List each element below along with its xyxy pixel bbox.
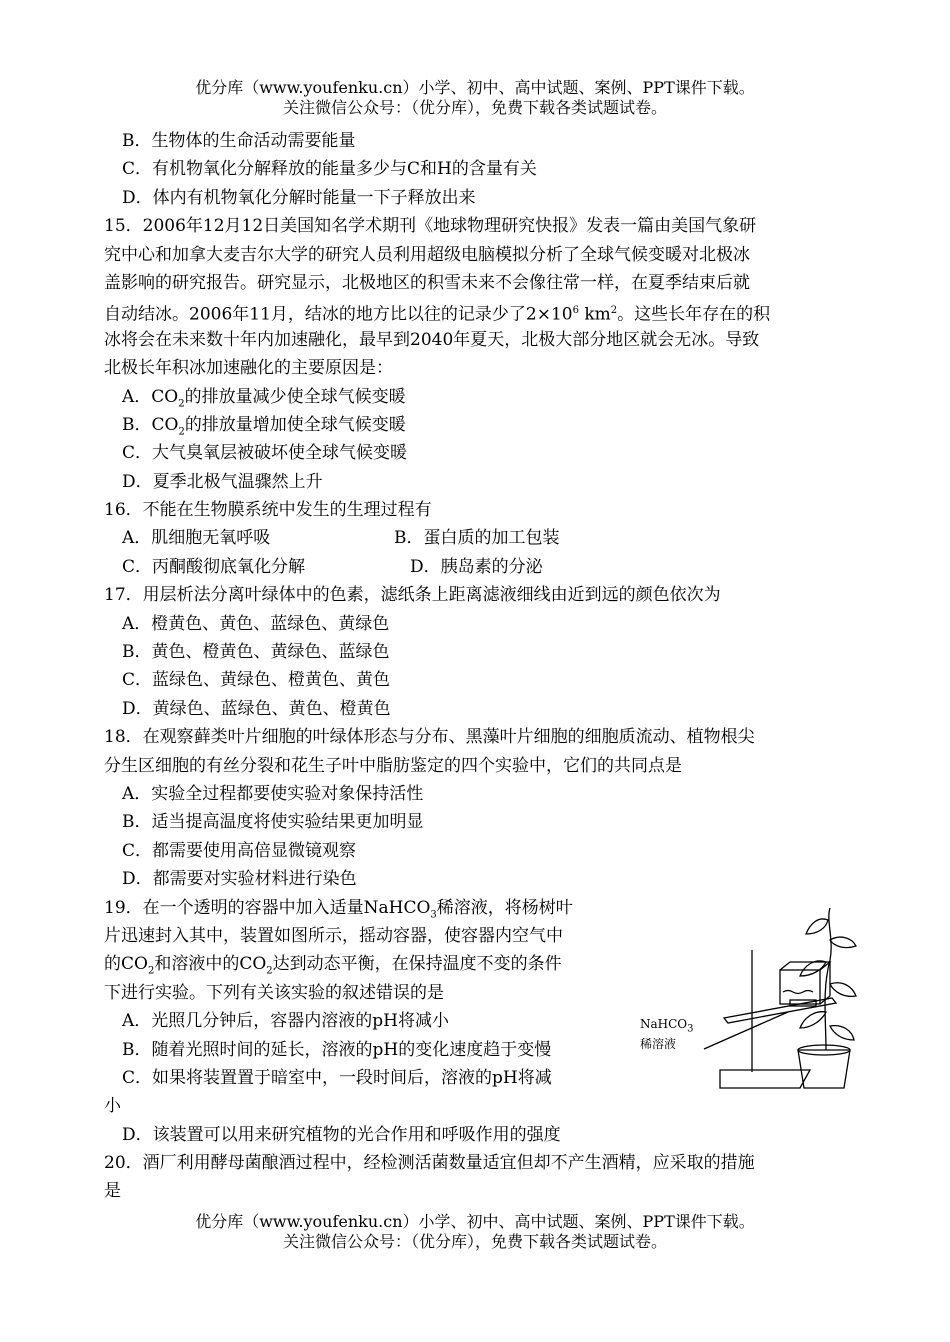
- q16-option-a: A．肌细胞无氧呼吸: [122, 528, 271, 549]
- q15-stem-line-1: 15．2006年12月12日美国知名学术期刊《地球物理研究快报》发表一篇由美国气象研: [104, 216, 757, 237]
- subscript: 2: [178, 426, 185, 438]
- q17-stem: 17．用层析法分离叶绿体中的色素，滤纸条上距离滤液细线由近到远的颜色依次为: [104, 585, 721, 606]
- subscript: 2: [178, 397, 185, 409]
- q17-option-a: A．橙黄色、黄色、蓝绿色、黄绿色: [122, 613, 390, 634]
- q19-text: 19．在一个透明的容器中加入适量NaHCO: [104, 897, 431, 918]
- option-text: A．CO: [122, 386, 179, 407]
- option-text: 的排放量增加使全球气候变暖: [184, 414, 406, 435]
- q15-stem-line-2: 究中心和加拿大麦吉尔大学的研究人员利用超级电脑模拟分析了全球气候变暖对北极冰: [104, 244, 750, 265]
- subscript: 3: [430, 908, 437, 920]
- q15-stem-line-4: [104, 297, 850, 325]
- q17-option-b: B．黄色、橙黄色、黄绿色、蓝绿色: [122, 642, 390, 663]
- q15-stem-line-6: 北极长年积冰加速融化的主要原因是：: [104, 358, 393, 379]
- q18-option-b: B．适当提高温度将使实验结果更加明显: [122, 812, 424, 833]
- q19-text: 的CO: [104, 954, 148, 975]
- q18-option-d: D．都需要对实验材料进行染色: [122, 869, 357, 890]
- q20-stem-line-1: 20．酒厂利用酵母菌酿酒过程中，经检测活菌数量适宜但却不产生酒精，应采取的措施: [104, 1153, 755, 1174]
- q19-option-a: A．光照几分钟后，容器内溶液的pH将减小: [122, 1011, 449, 1032]
- q16-stem: 16．不能在生物膜系统中发生的生理过程有: [104, 500, 432, 521]
- q16-option-c: C．丙酮酸彻底氧化分解: [122, 556, 306, 577]
- q14-option-c: C．有机物氧化分解释放的能量多少与C和H的含量有关: [122, 159, 537, 180]
- q19-text: 达到动态平衡，在保持温度不变的条件: [272, 954, 562, 975]
- q14-option-d: D．体内有机物氧化分解时能量一下子释放出来: [122, 187, 476, 208]
- q15-option-c: C．大气臭氧层被破坏使全球气候变暖: [122, 443, 408, 464]
- figure-label-solution: 稀溶液: [640, 1037, 677, 1051]
- superscript: 6: [572, 305, 579, 317]
- q18-stem-line-1: 18．在观察藓类叶片细胞的叶绿体形态与分布、黑藻叶片细胞的细胞质流动、植物根尖: [104, 727, 755, 748]
- figure-label-text: NaHCO: [640, 1017, 688, 1031]
- q15-unit: km: [578, 305, 611, 325]
- q19-text: 和溶液中的CO: [154, 954, 267, 975]
- q19-stem-line-3: [104, 950, 629, 978]
- header-line-1: 优分库（www.youfenku.cn）小学、初中、高中试题、案例、PPT课件下载。: [195, 78, 755, 97]
- subscript: 2: [266, 965, 273, 977]
- apparatus-drawing: [640, 900, 860, 1100]
- q16-option-d: D．胰岛素的分泌: [410, 556, 543, 577]
- q15-option-b: [104, 411, 850, 439]
- q19-option-c-continued: 小: [104, 1096, 121, 1117]
- q15-text: 自动结冰。2006年11月，结冰的地方比以往的记录少了2×10: [104, 305, 573, 325]
- q19-option-d: D．该装置可以用来研究植物的光合作用和呼吸作用的强度: [122, 1124, 561, 1145]
- subscript: 3: [687, 1023, 694, 1035]
- q19-stem-line-2: 片迅速封入其中，装置如图所示，摇动容器，使容器内空气中: [104, 925, 563, 946]
- q19-option-b: B．随着光照时间的延长，溶液的pH的变化速度趋于变慢: [122, 1039, 552, 1060]
- q15-stem-line-3: 盖影响的研究报告。研究显示，北极地区的积雪未来不会像往常一样，在夏季结束后就: [104, 272, 750, 293]
- header-line-2: 关注微信公众号：（优分库），免费下载各类试题试卷。: [282, 98, 667, 117]
- subscript: 2: [147, 965, 155, 977]
- superscript: 2: [610, 305, 618, 317]
- q19-option-c: C．如果将装置置于暗室中，一段时间后，溶液的pH将减: [122, 1067, 552, 1088]
- q16-options-row-1: [104, 524, 850, 552]
- q16-option-b: B．蛋白质的加工包装: [394, 528, 560, 549]
- q18-stem-line-2: 分生区细胞的有丝分裂和花生子叶中脂肪鉴定的四个实验中，它们的共同点是: [104, 755, 682, 776]
- q16-options-row-2: [104, 553, 850, 581]
- q15-stem-line-5: 冰将会在未来数十年内加速融化，最早到2040年夏天，北极大部分地区就会无冰。导致: [104, 329, 760, 350]
- q19-stem-line-4: 下进行实验。下列有关该实验的叙述错误的是: [104, 982, 444, 1003]
- q19-text: 稀溶液，将杨树叶: [436, 897, 573, 918]
- q15-option-a: [104, 383, 850, 411]
- q15-option-d: D．夏季北极气温骤然上升: [122, 471, 323, 492]
- q17-option-d: D．黄绿色、蓝绿色、黄色、橙黄色: [122, 698, 391, 719]
- q14-option-b: B．生物体的生命活动需要能量: [122, 131, 356, 151]
- q19-stem-line-1: [104, 894, 629, 922]
- q15-text: 。这些长年存在的积: [617, 305, 771, 325]
- page-footer: [0, 1212, 950, 1252]
- q19-apparatus-figure: [640, 900, 860, 1100]
- q19-block: [104, 894, 629, 1121]
- q18-option-a: A．实验全过程都要使实验对象保持活性: [122, 783, 424, 804]
- q17-option-c: C．蓝绿色、黄绿色、橙黄色、黄色: [122, 670, 391, 691]
- option-text: 的排放量减少使全球气候变暖: [184, 386, 406, 407]
- q20-stem-line-2: 是: [104, 1181, 121, 1202]
- page-header: [0, 78, 950, 118]
- option-text: B．CO: [122, 414, 179, 435]
- footer-line-2: 关注微信公众号：（优分库），免费下载各类试题试卷。: [282, 1232, 667, 1251]
- q18-option-c: C．都需要使用高倍显微镜观察: [122, 840, 357, 861]
- footer-line-1: 优分库（www.youfenku.cn）小学、初中、高中试题、案例、PPT课件下载。: [195, 1212, 755, 1231]
